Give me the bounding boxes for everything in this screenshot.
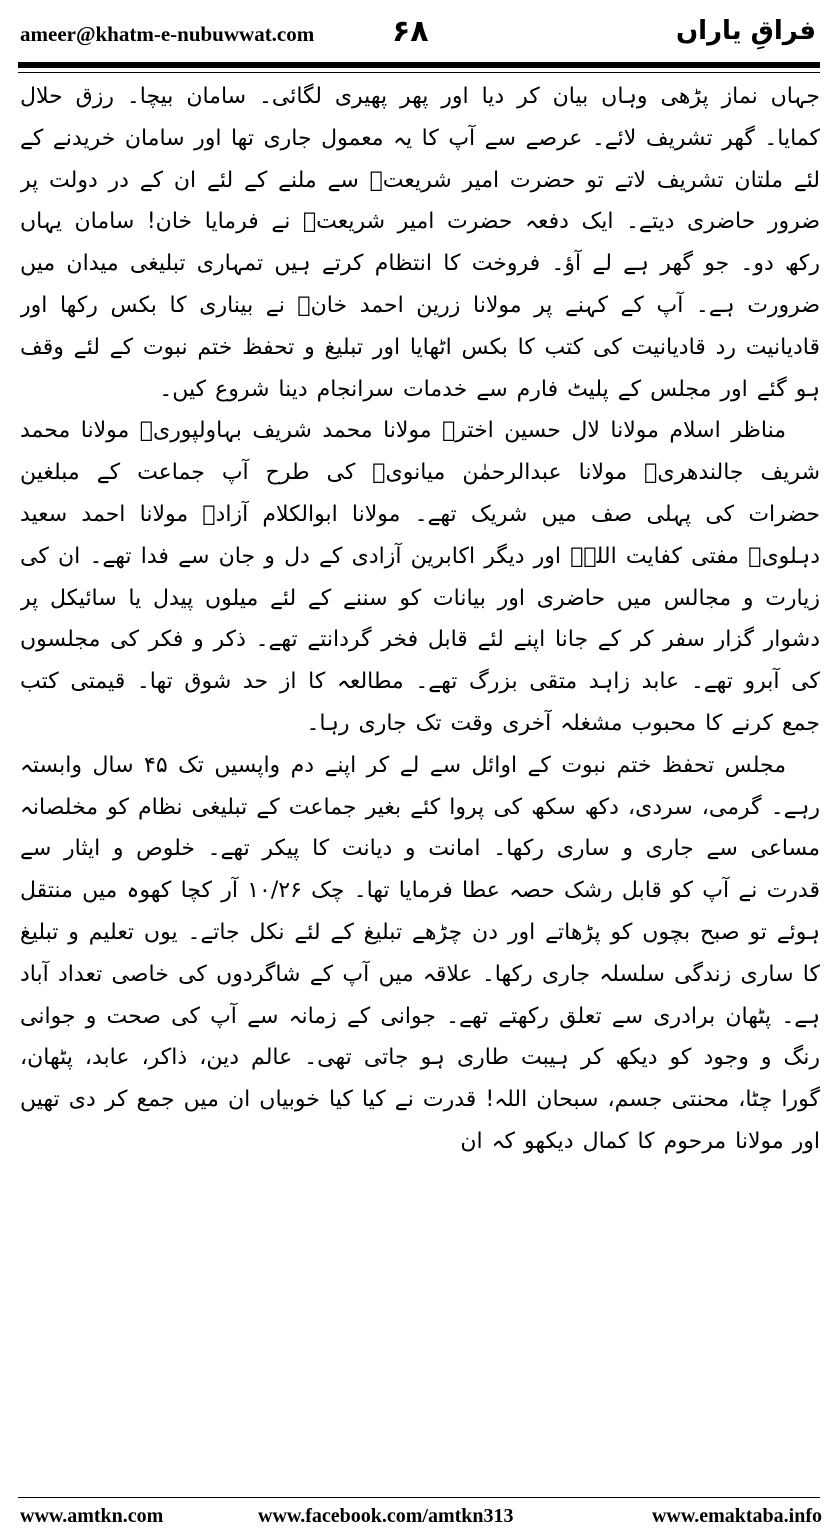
paragraph-3: مجلس تحفظ ختم نبوت کے اوائل سے لے کر اپنے دم واپسیں تک ۴۵ سال وابستہ رہے۔ گرمی، سردی، دکھ سکھ کی پروا کئے بغیر جماعت کے تبلیغی نظام کو مخلصانہ مساعی سے جاری و ساری رکھا۔ امانت و دیانت کا پیکر تھے۔ خلوص و ایثار سے قدرت نے آپ کو قابل رشک حصہ عطا فرمایا تھا۔ چک ۱۰/۲۶ آر کچا کھوہ میں منتقل ہوئے تو صبح بچوں کو پڑھاتے اور دن چڑھے تبلیغ کے لئے نکل جاتے۔ یوں تعلیم و تبلیغ کا ساری زندگی سلسلہ جاری رکھا۔ علاقہ میں آپ کے شاگردوں کی خاصی تعداد آباد ہے۔ پٹھان برادری سے تعلق رکھتے تھے۔ جوانی کے زمانہ سے آپ کی صحت و جوانی رنگ و وجود کو دیکھ کر ہیبت طاری ہو جاتی تھی۔ عالم دین، ذاکر، عابد، پٹھان، گورا چٹا، محنتی جسم، سبحان اللہ! قدرت نے کیا کیا خوبیاں ان میں جمع کر دی تھیں اور مولانا مرحوم کا کمال دیکھو کہ ان xyxy=(20,752,820,1154)
page-number: ۶۸ xyxy=(392,14,429,49)
paragraph-2: مناظر اسلام مولانا لال حسین اخترؒ مولانا محمد شریف بہاولپوریؒ مولانا محمد شریف جالندھریؒ مولانا عبدالرحمٰن میانویؒ کی طرح آپ جماعت کے مبلغین حضرات کی پہلی صف میں شریک تھے۔ مولانا ابوالکلام آزادؒ مولانا احمد سعید دہلویؒ مفتی کفایت اللہؒ اور دیگر اکابرین آزادی کے دل و جان سے فدا تھے۔ ان کی زیارت و مجالس میں حاضری اور بیانات کو سننے کے لئے میلوں پیدل یا سائیکل پر دشوار گزار سفر کر کے جانا اپنے لئے قابل فخر گردانتے تھے۔ ذکر و فکر کی مجلسوں کی آبرو تھے۔ عابد زاہد متقی بزرگ تھے۔ مطالعہ کا از حد شوق تھا۔ قیمتی کتب جمع کرنے کا محبوب مشغلہ آخری وقت تک جاری رہا۔ xyxy=(20,418,820,736)
paragraph-1: جہاں نماز پڑھی وہاں بیان کر دیا اور پھر پھیری لگائی۔ سامان بیچا۔ رزق حلال کمایا۔ گھر تشریف لائے۔ عرصے سے آپ کا یہ معمول جاری تھا اور سامان خریدنے کے لئے ملتان تشریف لاتے تو حضرت امیر شریعتؒ سے ملنے کے لئے ان کے در دولت پر ضرور حاضری دیتے۔ ایک دفعہ حضرت امیر شریعتؒ نے فرمایا خان! سامان یہاں رکھ دو۔ جو گھر ہے لے آؤ۔ فروخت کا انتظام کرتے ہیں تمہاری تبلیغی میدان میں ضرورت ہے۔ آپ کے کہنے پر مولانا زرین احمد خانؒ نے بیناری کا بکس رکھا اور قادیانیت رد قادیانیت کی کتب کا بکس اٹھایا اور تبلیغ و تحفظ ختم نبوت کے لئے وقف ہو گئے اور مجلس کے پلیٹ فارم سے خدمات سرانجام دینا شروع کیں۔ xyxy=(20,84,820,402)
header-rule-thick xyxy=(18,62,820,68)
page-footer xyxy=(0,1505,840,1535)
book-title: فراقِ یاراں xyxy=(675,16,816,46)
page-header xyxy=(0,0,840,70)
header-email: ameer@khatm-e-nubuwwat.com xyxy=(20,22,315,46)
footer-rule xyxy=(18,1497,820,1498)
footer-link-emaktaba[interactable]: www.emaktaba.info xyxy=(651,1505,822,1527)
header-rule-thin xyxy=(18,72,820,73)
body-text xyxy=(20,76,820,1466)
footer-link-facebook[interactable]: www.facebook.com/amtkn313 xyxy=(258,1505,514,1527)
footer-link-amtkn[interactable]: www.amtkn.com xyxy=(20,1505,164,1527)
